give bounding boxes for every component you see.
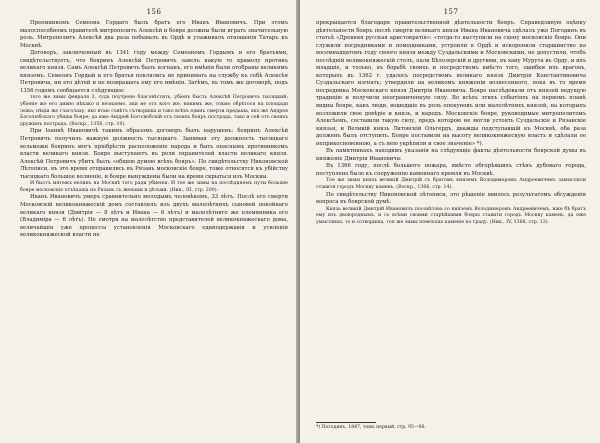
page-number-right: 157 xyxy=(443,8,459,16)
chronicle-quote xyxy=(20,95,288,128)
left-page-body xyxy=(20,20,288,95)
right-page-body-2 xyxy=(316,192,586,207)
footnote-rule xyxy=(316,422,376,423)
left-page-body-2 xyxy=(20,128,288,181)
paragraph: Въ 1366 году, послѣ большого пожара, вмѣсто обгорѣвшихъ стѣнъ дубоваго города, поступлено было къ сооруженію каменнаго кремля въ Москвѣ. xyxy=(316,163,586,177)
left-page-body-3 xyxy=(20,194,288,239)
quote-text: Тое же зимы князь великій Дмитрій съ братомъ княземъ Володимеромъ Андреевичемъ замыслили ставити городъ Москву камень. (Воскр., 1366, стр. 14). xyxy=(316,178,586,191)
paragraph: По свидѣтельству Никоновской лѣтописи, это рѣшеніе явилось результатомъ обсужденія вопроса въ боярской думѣ. xyxy=(316,191,586,206)
right-page-body xyxy=(316,20,586,178)
page-number-left: 156 xyxy=(146,8,162,16)
chronicle-quote xyxy=(316,178,586,191)
paragraph: Иванъ Ивановичъ умеръ сравнительно молодымъ человѣкомъ, 33 лѣтъ. Послѣ его смерти Московскій великокняжескій домъ составлялъ изъ двухъ малолѣтнихъ сыновей покойнаго великаго князя (Дмитрія — 8 лѣтъ и Ивана — 6 лѣтъ) и малолѣтняго же племянника его (Владиміра — 6 лѣтъ). Не смотря на малолѣтство представителей великокняжескаго дома, величайшія уже процессы установленія Московскаго единодержавія и усиленія великокняжеской власти не xyxy=(20,194,288,239)
paragraph: прекращается благодаря правительственной дѣятельности бояръ. Справедливую оцѣнку дѣятельности бояръ послѣ смерти великаго князя Ивана Ивановича сдѣлалъ уже Погодинъ въ статьѣ «Древняя русская аристократія»: «тогда-то выступили на сцену московскіе бояре. Они служили посредниками и помощниками, устроили в Ордѣ и искоренили старшинство на восемнадцатомъ году своего князя между Суздальскими и Московскими, не допустили, чтобъ послѣдній великокняжескій столъ, пали Бѣлозерскій и другими, въ хану Мурута въ Орду, и ихъ младшіе, и только, въ борьбѣ своихъ и посредствомъ вмѣсто того, ошибки ихъ враговъ, которыхъ въ 1362 г. удалось посредствомъ великаго князя Дмитрія Константиновича Суздальскаго изгнать; утвердили на великомъ княженіи вознесенного, пока въ то время посредника Московскаго князя Дмитрія Ивановича. Бояре наслѣдовали отъ князей ведущую традицію и получили неограниченную силу. Во всѣхъ этихъ событіяхъ на первомъ планѣ видны бояре, какъ люди, вошедшіе въ роль опекуновъ или малолѣтнихъ князей, на которыхъ возложили свое довѣріе и князь, и народъ. Московскіе бояре, руководимые митрополитомъ Алексѣемъ, составили такую силу, предъ которою не могли устоять Суздальскіе и Рязанскіе князья, и Великій князь Литовскій Ольгердъ, дважды подступавшій къ Москвѣ, оба раза долженъ былъ отступить. Бояре поставили на высоту великокняжескую власть и сдѣлали ее неприкосновенною, а съ нею укрѣпили и свое значеніе» *). xyxy=(316,20,586,147)
chronicle-quote xyxy=(20,181,288,194)
quote-text: Князь великій Дмитрій Ивановичъ посовѣтова со княземъ Володимеромъ Андреевичемъ, иже бѣ братъ ему изъ двоюроднымъ, и со всѣми своими старѣйшими бояры ставити городъ Москву камень, да еже умыслиша, то и сотвориша, тоя же зимы повезоша каменіе ко граду. (Ник., IV, 1366, стр. 13). xyxy=(316,206,586,225)
chronicle-quote xyxy=(316,207,586,227)
paragraph: Преемникомъ Семеона Гордаго былъ братъ его Иванъ Ивановичъ. При этомъ малоспособномъ правителѣ митрополитъ Алексѣй и бояре должны были играть значительную роль. Митрополитъ Алексѣй два раза побывалъ въ Ордѣ и улаживалъ отношенія Татаръ къ Москвѣ. xyxy=(20,20,288,49)
left-page xyxy=(0,0,298,443)
right-page xyxy=(300,0,600,443)
quote-text: того же зимы февраля 3, суда поутрене благовѣстить, убіенъ бысть Алексѣй Петровичъ тысяцкий; убіеніе же его дивно нѣкако и незнаемо, аки не отъ кого же, никимъ же, токмо обрѣтося на площади лежа; нѣціи же глаголаху, яко втаю съвѣтъ сътвориша и тако всѣхъ единъ смерти предаша, яко же Андрея Боголюбскаго убиша бояре; да яже Андрей Боголюбскій отъ своихъ бояръ пострада, тако и сей отъ своихъ дружинъ пострада. (Воскр., 1356, стр. 10). xyxy=(20,95,288,127)
footnote-text: *) Погодинъ, 1847, томъ первый, стр. 95—96. xyxy=(316,425,426,430)
footnote xyxy=(316,422,586,431)
quote-text: И быстъ мятежъ великъ на Москвѣ того ради убиенія. И тое же зимы на послѣдняемъ путы большіе бояре московскіе отъѣхаша на Рязань съ женами и дѣтьми. (Ник., III, стр. 209). xyxy=(20,181,288,193)
paragraph: При Іоаннѣ Ивановичѣ такимъ образомъ договоръ былъ нарушенъ: бояринъ Алексѣй Петровичъ получилъ важную должность тысяцкаго. Занимая эту должность тысяцкаго вельможи бояринъ могъ пріобрѣсти расположеніе народа и быть опаснымъ противникомъ власти великаго князя. Бояре выступаютъ въ роли охранителей власти великаго князя. Алексѣй Петровичъ убитъ былъ «общею думою всѣхъ бояръ». По свидѣтельству Никоновской Лѣтописи, въ это время отправились въ Рязань московскіе бояре, тоже относятся къ убійству тысяцкаго большое волненіе, и бояре вынуждены были на время скрыться изъ Москвы. xyxy=(20,128,288,180)
paragraph: Въ памятникахъ находимъ указанія на слѣдующіе факты дѣятельности боярской думы въ княженіе Дмитрія Ивановича: xyxy=(316,148,586,162)
paragraph: Договоръ, заключенный въ 1341 году между Семеономъ Гордымъ и его братьями, свидѣтельствуетъ, что бояринъ Алексѣй Петровичъ завелъ какую то крамолу противъ великаго князя. Самъ Алексѣй Петровичъ былъ изгнанъ, его имѣнія были отобраны великимъ княземъ. Семеонъ Гордый и его братья поклялись не принимать на службу къ себѣ Алексѣя Петровича, ни его дѣтей и не возвращать ему его имѣнія. Затѣмъ, въ томъ же договорѣ, подъ 1356 годомъ сообщается слѣдующее: xyxy=(20,50,288,94)
